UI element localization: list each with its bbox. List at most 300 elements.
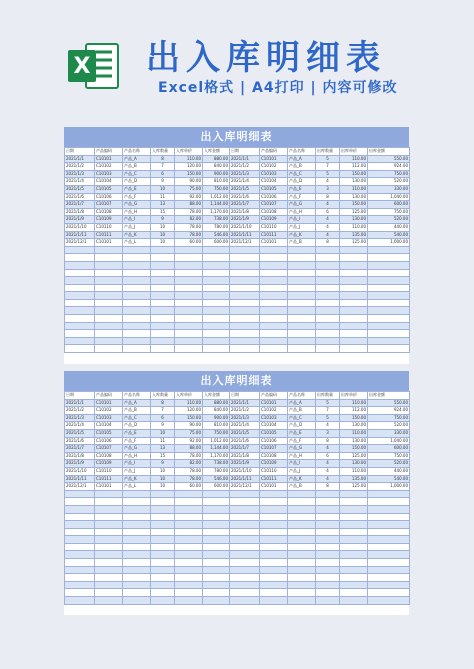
table-cell[interactable]: 11 bbox=[151, 193, 175, 201]
table-cell[interactable]: 2021/12/1 bbox=[65, 239, 95, 247]
empty-cell[interactable] bbox=[95, 521, 123, 529]
empty-cell[interactable] bbox=[175, 337, 203, 345]
empty-cell[interactable] bbox=[316, 490, 340, 498]
empty-cell[interactable] bbox=[368, 574, 410, 582]
table-cell[interactable]: 2021/1/6 bbox=[65, 437, 95, 445]
table-cell[interactable]: 600.00 bbox=[368, 201, 410, 209]
table-cell[interactable]: 4 bbox=[316, 201, 340, 209]
table-cell[interactable]: C10111 bbox=[95, 231, 123, 239]
table-cell[interactable]: 产品_K bbox=[288, 231, 316, 239]
empty-cell[interactable] bbox=[175, 536, 203, 544]
table-cell[interactable]: 2021/1/11 bbox=[230, 475, 260, 483]
empty-cell[interactable] bbox=[368, 543, 410, 551]
empty-row[interactable] bbox=[65, 597, 410, 605]
empty-cell[interactable] bbox=[368, 277, 410, 285]
empty-cell[interactable] bbox=[288, 536, 316, 544]
empty-cell[interactable] bbox=[65, 254, 95, 262]
table-cell[interactable]: 520.00 bbox=[368, 216, 410, 224]
empty-cell[interactable] bbox=[203, 551, 230, 559]
table-cell[interactable]: 产品_D bbox=[288, 178, 316, 186]
empty-cell[interactable] bbox=[151, 299, 175, 307]
table-cell[interactable]: C10105 bbox=[260, 429, 288, 437]
table-row[interactable] bbox=[65, 422, 410, 430]
table-cell[interactable]: C10103 bbox=[260, 414, 288, 422]
empty-cell[interactable] bbox=[175, 254, 203, 262]
empty-cell[interactable] bbox=[340, 551, 368, 559]
empty-cell[interactable] bbox=[230, 337, 260, 345]
table-cell[interactable]: 810.00 bbox=[203, 422, 230, 430]
table-cell[interactable]: 78.00 bbox=[175, 231, 203, 239]
table-cell[interactable]: 2021/12/1 bbox=[65, 483, 95, 491]
empty-cell[interactable] bbox=[260, 581, 288, 589]
empty-cell[interactable] bbox=[203, 337, 230, 345]
empty-cell[interactable] bbox=[230, 536, 260, 544]
empty-cell[interactable] bbox=[230, 330, 260, 338]
empty-cell[interactable] bbox=[123, 269, 151, 277]
table-cell[interactable]: 产品_D bbox=[123, 178, 151, 186]
empty-cell[interactable] bbox=[260, 543, 288, 551]
table-cell[interactable]: 2021/1/7 bbox=[65, 445, 95, 453]
table-cell[interactable]: C10110 bbox=[95, 223, 123, 231]
empty-cell[interactable] bbox=[230, 345, 260, 353]
empty-cell[interactable] bbox=[65, 551, 95, 559]
empty-cell[interactable] bbox=[316, 513, 340, 521]
empty-cell[interactable] bbox=[65, 559, 95, 567]
empty-cell[interactable] bbox=[316, 307, 340, 315]
table-row[interactable] bbox=[65, 483, 410, 491]
table-cell[interactable]: 2021/1/9 bbox=[230, 460, 260, 468]
table-cell[interactable]: 780.00 bbox=[203, 223, 230, 231]
empty-cell[interactable] bbox=[123, 307, 151, 315]
empty-cell[interactable] bbox=[151, 566, 175, 574]
empty-cell[interactable] bbox=[368, 261, 410, 269]
empty-cell[interactable] bbox=[175, 521, 203, 529]
empty-cell[interactable] bbox=[260, 307, 288, 315]
empty-cell[interactable] bbox=[368, 292, 410, 300]
empty-cell[interactable] bbox=[368, 559, 410, 567]
empty-cell[interactable] bbox=[65, 307, 95, 315]
empty-cell[interactable] bbox=[123, 261, 151, 269]
table-cell[interactable]: 产品_A bbox=[288, 399, 316, 407]
table-cell[interactable]: 2021/1/2 bbox=[230, 163, 260, 171]
table-cell[interactable]: 125.00 bbox=[340, 239, 368, 247]
empty-cell[interactable] bbox=[65, 543, 95, 551]
empty-cell[interactable] bbox=[368, 589, 410, 597]
table-cell[interactable]: 产品_E bbox=[123, 429, 151, 437]
table-row[interactable] bbox=[65, 155, 410, 163]
table-cell[interactable]: 2021/1/5 bbox=[230, 429, 260, 437]
table-cell[interactable]: 130.00 bbox=[340, 193, 368, 201]
table-cell[interactable]: 8 bbox=[316, 239, 340, 247]
empty-row[interactable] bbox=[65, 566, 410, 574]
empty-cell[interactable] bbox=[260, 566, 288, 574]
empty-row[interactable] bbox=[65, 277, 410, 285]
table-cell[interactable]: 产品_B bbox=[288, 239, 316, 247]
empty-row[interactable] bbox=[65, 559, 410, 567]
table-cell[interactable]: 150.00 bbox=[340, 170, 368, 178]
empty-cell[interactable] bbox=[288, 513, 316, 521]
empty-cell[interactable] bbox=[260, 322, 288, 330]
empty-cell[interactable] bbox=[123, 528, 151, 536]
empty-cell[interactable] bbox=[95, 505, 123, 513]
table-cell[interactable]: 88.00 bbox=[175, 445, 203, 453]
empty-cell[interactable] bbox=[95, 246, 123, 254]
table-cell[interactable]: 产品_F bbox=[123, 437, 151, 445]
table-cell[interactable]: 112.00 bbox=[340, 163, 368, 171]
table-row[interactable] bbox=[65, 239, 410, 247]
table-cell[interactable]: 2021/1/3 bbox=[65, 414, 95, 422]
empty-cell[interactable] bbox=[123, 345, 151, 353]
table-cell[interactable]: 2021/1/2 bbox=[65, 163, 95, 171]
empty-cell[interactable] bbox=[340, 574, 368, 582]
empty-cell[interactable] bbox=[95, 559, 123, 567]
table-cell[interactable]: 产品_J bbox=[123, 467, 151, 475]
empty-cell[interactable] bbox=[368, 498, 410, 506]
empty-cell[interactable] bbox=[340, 284, 368, 292]
table-cell[interactable]: 产品_A bbox=[123, 399, 151, 407]
table-row[interactable] bbox=[65, 475, 410, 483]
table-cell[interactable]: 4 bbox=[316, 216, 340, 224]
empty-cell[interactable] bbox=[288, 551, 316, 559]
empty-cell[interactable] bbox=[95, 581, 123, 589]
table-cell[interactable]: C10109 bbox=[260, 460, 288, 468]
empty-cell[interactable] bbox=[123, 521, 151, 529]
empty-cell[interactable] bbox=[368, 345, 410, 353]
empty-cell[interactable] bbox=[316, 277, 340, 285]
table-row[interactable] bbox=[65, 407, 410, 415]
empty-cell[interactable] bbox=[175, 292, 203, 300]
empty-cell[interactable] bbox=[151, 269, 175, 277]
empty-cell[interactable] bbox=[175, 490, 203, 498]
empty-cell[interactable] bbox=[260, 521, 288, 529]
empty-cell[interactable] bbox=[230, 284, 260, 292]
empty-cell[interactable] bbox=[340, 528, 368, 536]
empty-cell[interactable] bbox=[151, 536, 175, 544]
empty-cell[interactable] bbox=[230, 597, 260, 605]
table-cell[interactable]: 13 bbox=[151, 445, 175, 453]
empty-cell[interactable] bbox=[95, 597, 123, 605]
empty-cell[interactable] bbox=[123, 299, 151, 307]
empty-cell[interactable] bbox=[65, 330, 95, 338]
empty-cell[interactable] bbox=[203, 254, 230, 262]
table-cell[interactable]: 60.00 bbox=[175, 483, 203, 491]
empty-row[interactable] bbox=[65, 345, 410, 353]
empty-cell[interactable] bbox=[123, 322, 151, 330]
table-cell[interactable]: 10 bbox=[151, 483, 175, 491]
table-cell[interactable]: 550.00 bbox=[368, 155, 410, 163]
empty-cell[interactable] bbox=[368, 581, 410, 589]
empty-cell[interactable] bbox=[368, 490, 410, 498]
empty-cell[interactable] bbox=[368, 246, 410, 254]
table-cell[interactable]: 1,144.00 bbox=[203, 201, 230, 209]
empty-cell[interactable] bbox=[288, 246, 316, 254]
table-cell[interactable]: 4 bbox=[316, 475, 340, 483]
table-cell[interactable]: 1,144.00 bbox=[203, 445, 230, 453]
table-cell[interactable]: 78.00 bbox=[175, 452, 203, 460]
empty-row[interactable] bbox=[65, 322, 410, 330]
table-cell[interactable]: C10101 bbox=[95, 239, 123, 247]
empty-cell[interactable] bbox=[316, 528, 340, 536]
empty-cell[interactable] bbox=[151, 315, 175, 323]
empty-cell[interactable] bbox=[368, 322, 410, 330]
table-cell[interactable]: 2021/1/8 bbox=[65, 452, 95, 460]
table-cell[interactable]: 2021/1/10 bbox=[230, 223, 260, 231]
table-cell[interactable]: 840.00 bbox=[203, 163, 230, 171]
table-cell[interactable]: C10103 bbox=[95, 170, 123, 178]
table-cell[interactable]: 产品_E bbox=[288, 429, 316, 437]
empty-cell[interactable] bbox=[316, 597, 340, 605]
table-row[interactable] bbox=[65, 429, 410, 437]
empty-cell[interactable] bbox=[230, 528, 260, 536]
table-cell[interactable]: 产品_F bbox=[288, 193, 316, 201]
empty-cell[interactable] bbox=[316, 322, 340, 330]
empty-cell[interactable] bbox=[95, 543, 123, 551]
empty-cell[interactable] bbox=[65, 277, 95, 285]
empty-cell[interactable] bbox=[260, 315, 288, 323]
table-cell[interactable]: 78.00 bbox=[175, 223, 203, 231]
empty-cell[interactable] bbox=[260, 536, 288, 544]
table-cell[interactable]: 150.00 bbox=[340, 201, 368, 209]
table-cell[interactable]: 13 bbox=[151, 201, 175, 209]
empty-cell[interactable] bbox=[151, 574, 175, 582]
empty-cell[interactable] bbox=[95, 536, 123, 544]
empty-cell[interactable] bbox=[340, 246, 368, 254]
table-cell[interactable]: C10106 bbox=[260, 193, 288, 201]
empty-cell[interactable] bbox=[340, 498, 368, 506]
empty-cell[interactable] bbox=[316, 284, 340, 292]
empty-cell[interactable] bbox=[95, 299, 123, 307]
empty-row[interactable] bbox=[65, 505, 410, 513]
empty-cell[interactable] bbox=[123, 505, 151, 513]
empty-cell[interactable] bbox=[123, 551, 151, 559]
table-cell[interactable]: C10101 bbox=[260, 155, 288, 163]
table-cell[interactable]: 10 bbox=[151, 185, 175, 193]
table-cell[interactable]: 110.00 bbox=[340, 399, 368, 407]
table-cell[interactable]: 2021/1/9 bbox=[65, 460, 95, 468]
empty-cell[interactable] bbox=[123, 589, 151, 597]
empty-cell[interactable] bbox=[95, 566, 123, 574]
empty-row[interactable] bbox=[65, 551, 410, 559]
table-cell[interactable]: C10108 bbox=[95, 452, 123, 460]
empty-cell[interactable] bbox=[123, 292, 151, 300]
empty-cell[interactable] bbox=[175, 284, 203, 292]
empty-cell[interactable] bbox=[151, 284, 175, 292]
empty-cell[interactable] bbox=[203, 269, 230, 277]
table-cell[interactable]: C10110 bbox=[260, 223, 288, 231]
empty-row[interactable] bbox=[65, 254, 410, 262]
table-cell[interactable]: 738.00 bbox=[203, 460, 230, 468]
empty-cell[interactable] bbox=[203, 559, 230, 567]
empty-cell[interactable] bbox=[95, 589, 123, 597]
table-cell[interactable]: 600.00 bbox=[203, 239, 230, 247]
table-cell[interactable]: 2021/1/11 bbox=[230, 231, 260, 239]
empty-cell[interactable] bbox=[203, 345, 230, 353]
table-row[interactable] bbox=[65, 231, 410, 239]
table-cell[interactable]: 2021/1/11 bbox=[65, 475, 95, 483]
table-cell[interactable]: 产品_C bbox=[123, 414, 151, 422]
table-cell[interactable]: C10104 bbox=[95, 178, 123, 186]
empty-cell[interactable] bbox=[151, 581, 175, 589]
empty-cell[interactable] bbox=[95, 528, 123, 536]
table-cell[interactable]: 1,040.00 bbox=[368, 193, 410, 201]
table-cell[interactable]: 9 bbox=[151, 422, 175, 430]
empty-cell[interactable] bbox=[316, 315, 340, 323]
empty-cell[interactable] bbox=[368, 513, 410, 521]
table-cell[interactable]: 750.00 bbox=[203, 429, 230, 437]
table-cell[interactable]: 产品_B bbox=[123, 163, 151, 171]
empty-cell[interactable] bbox=[203, 322, 230, 330]
empty-cell[interactable] bbox=[65, 581, 95, 589]
empty-cell[interactable] bbox=[260, 337, 288, 345]
table-cell[interactable]: 2021/12/1 bbox=[230, 483, 260, 491]
table-cell[interactable]: 2021/1/3 bbox=[230, 414, 260, 422]
empty-cell[interactable] bbox=[340, 513, 368, 521]
empty-cell[interactable] bbox=[175, 246, 203, 254]
table-cell[interactable]: 60.00 bbox=[175, 239, 203, 247]
table-cell[interactable]: 750.00 bbox=[368, 414, 410, 422]
table-cell[interactable]: 110.00 bbox=[340, 467, 368, 475]
empty-cell[interactable] bbox=[340, 490, 368, 498]
empty-cell[interactable] bbox=[260, 559, 288, 567]
empty-cell[interactable] bbox=[175, 574, 203, 582]
table-cell[interactable]: 130.00 bbox=[340, 216, 368, 224]
table-cell[interactable]: C10102 bbox=[95, 163, 123, 171]
table-cell[interactable]: 产品_B bbox=[288, 407, 316, 415]
empty-cell[interactable] bbox=[175, 277, 203, 285]
table-cell[interactable]: 1,040.00 bbox=[368, 437, 410, 445]
empty-cell[interactable] bbox=[151, 307, 175, 315]
table-cell[interactable]: C10111 bbox=[95, 475, 123, 483]
table-cell[interactable]: 产品_L bbox=[123, 483, 151, 491]
empty-cell[interactable] bbox=[260, 277, 288, 285]
empty-cell[interactable] bbox=[316, 574, 340, 582]
table-cell[interactable]: 2021/1/3 bbox=[65, 170, 95, 178]
table-cell[interactable]: 135.00 bbox=[340, 231, 368, 239]
empty-cell[interactable] bbox=[65, 536, 95, 544]
empty-cell[interactable] bbox=[95, 337, 123, 345]
table-cell[interactable]: 产品_H bbox=[288, 208, 316, 216]
table-cell[interactable]: 1,170.00 bbox=[203, 452, 230, 460]
empty-row[interactable] bbox=[65, 284, 410, 292]
table-cell[interactable]: C10104 bbox=[260, 422, 288, 430]
empty-cell[interactable] bbox=[340, 505, 368, 513]
table-cell[interactable]: C10106 bbox=[95, 437, 123, 445]
empty-cell[interactable] bbox=[230, 551, 260, 559]
empty-cell[interactable] bbox=[151, 292, 175, 300]
table-cell[interactable]: 产品_J bbox=[288, 223, 316, 231]
empty-cell[interactable] bbox=[175, 261, 203, 269]
table-row[interactable] bbox=[65, 223, 410, 231]
table-row[interactable] bbox=[65, 170, 410, 178]
table-cell[interactable]: 产品_J bbox=[123, 223, 151, 231]
empty-cell[interactable] bbox=[203, 277, 230, 285]
table-cell[interactable]: 5 bbox=[316, 170, 340, 178]
empty-cell[interactable] bbox=[203, 528, 230, 536]
table-cell[interactable]: 产品_D bbox=[123, 422, 151, 430]
empty-cell[interactable] bbox=[316, 566, 340, 574]
empty-cell[interactable] bbox=[340, 581, 368, 589]
empty-cell[interactable] bbox=[340, 589, 368, 597]
empty-cell[interactable] bbox=[340, 315, 368, 323]
table-cell[interactable]: 130.00 bbox=[340, 437, 368, 445]
empty-cell[interactable] bbox=[151, 345, 175, 353]
table-cell[interactable]: 750.00 bbox=[368, 170, 410, 178]
empty-cell[interactable] bbox=[123, 284, 151, 292]
empty-cell[interactable] bbox=[288, 315, 316, 323]
empty-cell[interactable] bbox=[368, 269, 410, 277]
empty-cell[interactable] bbox=[340, 536, 368, 544]
empty-cell[interactable] bbox=[151, 337, 175, 345]
table-cell[interactable]: 92.00 bbox=[175, 193, 203, 201]
empty-cell[interactable] bbox=[316, 299, 340, 307]
empty-row[interactable] bbox=[65, 299, 410, 307]
empty-cell[interactable] bbox=[151, 597, 175, 605]
table-cell[interactable]: 2021/1/1 bbox=[230, 399, 260, 407]
empty-cell[interactable] bbox=[175, 528, 203, 536]
empty-cell[interactable] bbox=[368, 299, 410, 307]
empty-cell[interactable] bbox=[175, 307, 203, 315]
empty-cell[interactable] bbox=[123, 581, 151, 589]
empty-cell[interactable] bbox=[65, 498, 95, 506]
empty-cell[interactable] bbox=[151, 261, 175, 269]
empty-cell[interactable] bbox=[230, 566, 260, 574]
empty-cell[interactable] bbox=[95, 315, 123, 323]
empty-cell[interactable] bbox=[316, 581, 340, 589]
table-row[interactable] bbox=[65, 208, 410, 216]
empty-cell[interactable] bbox=[340, 269, 368, 277]
empty-cell[interactable] bbox=[123, 536, 151, 544]
empty-cell[interactable] bbox=[260, 269, 288, 277]
empty-cell[interactable] bbox=[203, 536, 230, 544]
table-cell[interactable]: C10107 bbox=[95, 445, 123, 453]
table-cell[interactable]: 产品_H bbox=[123, 452, 151, 460]
empty-cell[interactable] bbox=[316, 337, 340, 345]
table-cell[interactable]: C10105 bbox=[260, 185, 288, 193]
table-cell[interactable]: C10107 bbox=[260, 201, 288, 209]
empty-cell[interactable] bbox=[340, 322, 368, 330]
empty-cell[interactable] bbox=[230, 581, 260, 589]
table-cell[interactable]: 产品_C bbox=[288, 170, 316, 178]
table-cell[interactable]: C10111 bbox=[260, 475, 288, 483]
table-cell[interactable]: C10101 bbox=[260, 483, 288, 491]
empty-cell[interactable] bbox=[65, 589, 95, 597]
table-cell[interactable]: 产品_K bbox=[123, 231, 151, 239]
empty-cell[interactable] bbox=[340, 559, 368, 567]
empty-cell[interactable] bbox=[151, 330, 175, 338]
empty-cell[interactable] bbox=[288, 269, 316, 277]
empty-cell[interactable] bbox=[230, 574, 260, 582]
empty-cell[interactable] bbox=[65, 284, 95, 292]
table-cell[interactable]: 2021/1/1 bbox=[230, 155, 260, 163]
table-cell[interactable]: 8 bbox=[316, 437, 340, 445]
empty-cell[interactable] bbox=[151, 490, 175, 498]
table-cell[interactable]: 2021/1/5 bbox=[65, 429, 95, 437]
table-cell[interactable]: C10110 bbox=[260, 467, 288, 475]
empty-cell[interactable] bbox=[230, 543, 260, 551]
empty-cell[interactable] bbox=[316, 551, 340, 559]
table-cell[interactable]: 11 bbox=[151, 437, 175, 445]
empty-cell[interactable] bbox=[95, 498, 123, 506]
table-cell[interactable]: 840.00 bbox=[203, 407, 230, 415]
empty-cell[interactable] bbox=[230, 269, 260, 277]
empty-cell[interactable] bbox=[230, 513, 260, 521]
empty-cell[interactable] bbox=[316, 536, 340, 544]
table-cell[interactable]: 520.00 bbox=[368, 178, 410, 186]
table-cell[interactable]: 产品_H bbox=[288, 452, 316, 460]
empty-cell[interactable] bbox=[175, 345, 203, 353]
table-cell[interactable]: C10101 bbox=[95, 155, 123, 163]
empty-cell[interactable] bbox=[288, 284, 316, 292]
